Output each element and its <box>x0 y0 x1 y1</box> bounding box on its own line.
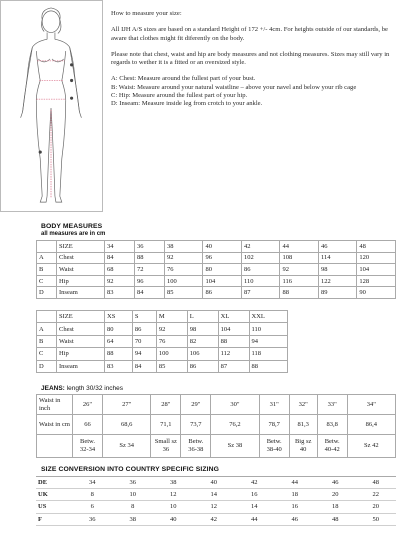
table-cell: 92 <box>280 264 318 276</box>
table-cell: 76 <box>165 264 203 276</box>
table-cell: D <box>37 360 57 372</box>
table-cell: Inseam <box>57 287 105 299</box>
table-cell: 96 <box>135 275 165 287</box>
definition-inseam: D: Inseam: Measure inside leg from crotch to your ankle. <box>111 100 263 108</box>
table-cell: 48 <box>357 241 396 253</box>
table-cell: 104 <box>203 275 241 287</box>
table-cell: 44 <box>234 513 275 525</box>
body-measures-subheading: all measures are in cm <box>41 231 106 237</box>
table-cell: Betw. 36-38 <box>181 435 211 458</box>
table-cell: 34 <box>105 241 135 253</box>
table-cell: XXL <box>249 311 287 323</box>
table-cell: 48 <box>356 477 397 489</box>
table-cell: 33" <box>317 395 347 415</box>
definition-chest: A: Chest: Measure around the fullest part of your bust. <box>111 75 256 83</box>
jeans-title: JEANS: <box>41 385 65 392</box>
table-row <box>36 489 396 501</box>
table-cell: 50 <box>356 513 397 525</box>
table-cell: 88 <box>249 360 287 372</box>
table-cell: 83,8 <box>317 415 347 435</box>
table-row <box>37 395 396 415</box>
table-cell: C <box>37 348 57 360</box>
table-cell: 38 <box>153 477 194 489</box>
table-cell: 20 <box>356 501 397 513</box>
table-cell: 46 <box>318 241 356 253</box>
table-cell: XS <box>105 311 133 323</box>
table-row <box>37 264 396 276</box>
table-cell: 10 <box>113 489 154 501</box>
table-row <box>37 415 396 435</box>
table-cell: 8 <box>72 489 113 501</box>
table-cell: Waist in cm <box>37 415 73 435</box>
table-cell: A <box>37 252 57 264</box>
jeans-heading <box>41 385 123 392</box>
table-cell <box>37 435 73 458</box>
table-cell: XL <box>218 311 249 323</box>
table-cell: B <box>37 335 57 347</box>
marker-d-icon <box>39 151 42 154</box>
size-conversion-table <box>36 476 396 526</box>
marker-c-icon <box>70 97 73 100</box>
table-cell: 14 <box>194 489 235 501</box>
table-cell: 40 <box>153 513 194 525</box>
table-cell: 80 <box>105 323 133 335</box>
table-cell: Sz 42 <box>347 435 395 458</box>
table-cell: 80 <box>203 264 241 276</box>
table-cell: 92 <box>105 275 135 287</box>
marker-a-icon <box>70 63 73 66</box>
body-figure-illustration <box>0 0 103 212</box>
table-cell: 20 <box>315 489 356 501</box>
table-cell: 106 <box>187 348 218 360</box>
table-cell: 44 <box>275 477 316 489</box>
body-measures-numeric-table <box>36 240 396 299</box>
instructions-height-note: All IJH A/S sizes are based on a standard Height of 172 +/- 4cm. For heights outside of our standards, be aware that clothes might fit diferently on the body. <box>111 26 388 42</box>
table-row <box>37 287 396 299</box>
table-cell: 81,3 <box>289 415 317 435</box>
table-cell: 48 <box>315 513 356 525</box>
table-cell: 18 <box>315 501 356 513</box>
table-cell: 64 <box>105 335 133 347</box>
table-cell: 122 <box>318 275 356 287</box>
table-header-row <box>37 241 396 253</box>
table-cell: M <box>156 311 187 323</box>
table-cell: 87 <box>241 287 279 299</box>
table-cell: 27" <box>103 395 151 415</box>
table-cell: 76 <box>156 335 187 347</box>
table-cell: 86 <box>203 287 241 299</box>
table-cell: 82 <box>187 335 218 347</box>
table-cell: 108 <box>280 252 318 264</box>
table-cell: 86 <box>241 264 279 276</box>
table-row <box>37 348 288 360</box>
jeans-subtitle: length 30/32 inches <box>66 385 124 392</box>
table-row <box>36 513 396 525</box>
table-cell: 104 <box>357 264 396 276</box>
table-cell: 88 <box>218 335 249 347</box>
table-cell: 12 <box>153 489 194 501</box>
table-cell: 8 <box>113 501 154 513</box>
table-cell: 14 <box>234 501 275 513</box>
table-row <box>37 335 288 347</box>
body-measures-heading: BODY MEASURES <box>41 223 103 230</box>
table-cell: 46 <box>275 513 316 525</box>
table-cell: 92 <box>165 252 203 264</box>
table-row <box>36 501 396 513</box>
table-cell: 116 <box>280 275 318 287</box>
table-cell: Waist <box>57 264 105 276</box>
table-cell: 38 <box>165 241 203 253</box>
table-cell: 94 <box>249 335 287 347</box>
table-cell: 86 <box>187 360 218 372</box>
table-cell: 76,2 <box>211 415 259 435</box>
table-cell: 114 <box>318 252 356 264</box>
table-cell: 46 <box>315 477 356 489</box>
table-cell: 86,4 <box>347 415 395 435</box>
table-cell: 96 <box>203 252 241 264</box>
table-cell: Sz 34 <box>103 435 151 458</box>
table-cell: 83 <box>105 287 135 299</box>
table-cell: 32" <box>289 395 317 415</box>
table-cell: 71,1 <box>151 415 181 435</box>
table-cell: 88 <box>105 348 133 360</box>
table-cell: 110 <box>249 323 287 335</box>
table-cell: 90 <box>357 287 396 299</box>
instructions-body-measures-note: Please note that chest, waist and hip are body measures and not clothing measures. Sizes may still vary in regards to wether it is a fitted or an oversized style. <box>111 50 390 67</box>
table-cell: L <box>187 311 218 323</box>
table-cell: Waist in inch <box>37 395 73 415</box>
table-cell: F <box>36 513 72 525</box>
table-row <box>37 435 396 458</box>
table-cell: 16 <box>234 489 275 501</box>
table-cell: 104 <box>218 323 249 335</box>
table-cell: 38 <box>113 513 154 525</box>
table-row <box>37 323 288 335</box>
table-cell: 128 <box>357 275 396 287</box>
table-cell: 73,7 <box>181 415 211 435</box>
table-cell: 88 <box>280 287 318 299</box>
table-cell: 36 <box>113 477 154 489</box>
measure-instructions <box>111 10 395 109</box>
table-cell: C <box>37 275 57 287</box>
table-cell: 6 <box>72 501 113 513</box>
table-row <box>37 252 396 264</box>
table-cell: Big sz 40 <box>289 435 317 458</box>
table-cell: 92 <box>156 323 187 335</box>
table-cell: 100 <box>165 275 203 287</box>
table-cell: 44 <box>280 241 318 253</box>
table-cell: 42 <box>241 241 279 253</box>
table-cell: 12 <box>194 501 235 513</box>
marker-b-icon <box>70 79 73 82</box>
table-cell: 42 <box>194 513 235 525</box>
table-cell: Betw. 40-42 <box>317 435 347 458</box>
table-cell: 66 <box>73 415 103 435</box>
table-cell: DE <box>36 477 72 489</box>
table-cell: 84 <box>105 252 135 264</box>
table-cell: 85 <box>156 360 187 372</box>
body-measures-letter-table <box>36 310 288 373</box>
table-cell: 70 <box>132 335 156 347</box>
table-cell: Waist <box>57 335 105 347</box>
table-cell: UK <box>36 489 72 501</box>
table-cell: Hip <box>57 348 105 360</box>
table-cell: D <box>37 287 57 299</box>
table-cell: A <box>37 323 57 335</box>
table-cell: 89 <box>318 287 356 299</box>
table-cell: 40 <box>194 477 235 489</box>
instructions-title: How to measure your size: <box>111 10 182 17</box>
table-cell: 86 <box>132 323 156 335</box>
table-row <box>37 360 288 372</box>
table-cell: 83 <box>105 360 133 372</box>
body-silhouette-icon <box>1 1 102 211</box>
table-cell: Hip <box>57 275 105 287</box>
table-header-row <box>37 311 288 323</box>
table-cell: Chest <box>57 252 105 264</box>
table-cell: 68,6 <box>103 415 151 435</box>
table-cell: 36 <box>72 513 113 525</box>
table-cell: SIZE <box>57 311 105 323</box>
jeans-size-table <box>36 394 396 458</box>
table-cell: 102 <box>241 252 279 264</box>
table-cell: 72 <box>135 264 165 276</box>
table-cell: 84 <box>135 287 165 299</box>
table-cell: SIZE <box>57 241 105 253</box>
table-cell: 31" <box>259 395 289 415</box>
table-cell: 29" <box>181 395 211 415</box>
table-cell: 118 <box>249 348 287 360</box>
table-cell: 87 <box>218 360 249 372</box>
size-conversion-heading: SIZE CONVERSION INTO COUNTRY SPECIFIC SIZING <box>41 466 219 473</box>
table-cell: 30" <box>211 395 259 415</box>
table-cell: 110 <box>241 275 279 287</box>
table-row <box>37 275 396 287</box>
table-cell: 112 <box>218 348 249 360</box>
table-cell: 84 <box>132 360 156 372</box>
table-cell: 98 <box>318 264 356 276</box>
definition-waist: B: Waist: Measure around your natural waistline – above your navel and below your rib cage <box>111 83 357 91</box>
table-cell: 22 <box>356 489 397 501</box>
table-cell: Small sz 36 <box>151 435 181 458</box>
table-cell: 34" <box>347 395 395 415</box>
table-cell: 10 <box>153 501 194 513</box>
table-cell: Inseam <box>57 360 105 372</box>
table-cell: 40 <box>203 241 241 253</box>
table-cell: 78,7 <box>259 415 289 435</box>
table-cell: 120 <box>357 252 396 264</box>
definition-hip: C: Hip: Measure around the fullest part of your hip. <box>111 92 248 100</box>
table-cell: 68 <box>105 264 135 276</box>
table-cell: B <box>37 264 57 276</box>
table-cell: 94 <box>132 348 156 360</box>
table-cell: 36 <box>135 241 165 253</box>
table-cell: 88 <box>135 252 165 264</box>
table-cell: Chest <box>57 323 105 335</box>
table-cell: S <box>132 311 156 323</box>
table-cell: 85 <box>165 287 203 299</box>
table-cell: 42 <box>234 477 275 489</box>
table-cell: 100 <box>156 348 187 360</box>
table-cell: 34 <box>72 477 113 489</box>
table-cell: Betw. 38-40 <box>259 435 289 458</box>
table-cell: 18 <box>275 489 316 501</box>
table-cell: 98 <box>187 323 218 335</box>
table-cell: 16 <box>275 501 316 513</box>
table-cell: 26" <box>73 395 103 415</box>
table-cell: Betw. 32-34 <box>73 435 103 458</box>
table-row <box>36 477 396 489</box>
table-cell: 28" <box>151 395 181 415</box>
table-cell <box>37 311 57 323</box>
table-cell: US <box>36 501 72 513</box>
table-cell: Sz 38 <box>211 435 259 458</box>
table-cell <box>37 241 57 253</box>
